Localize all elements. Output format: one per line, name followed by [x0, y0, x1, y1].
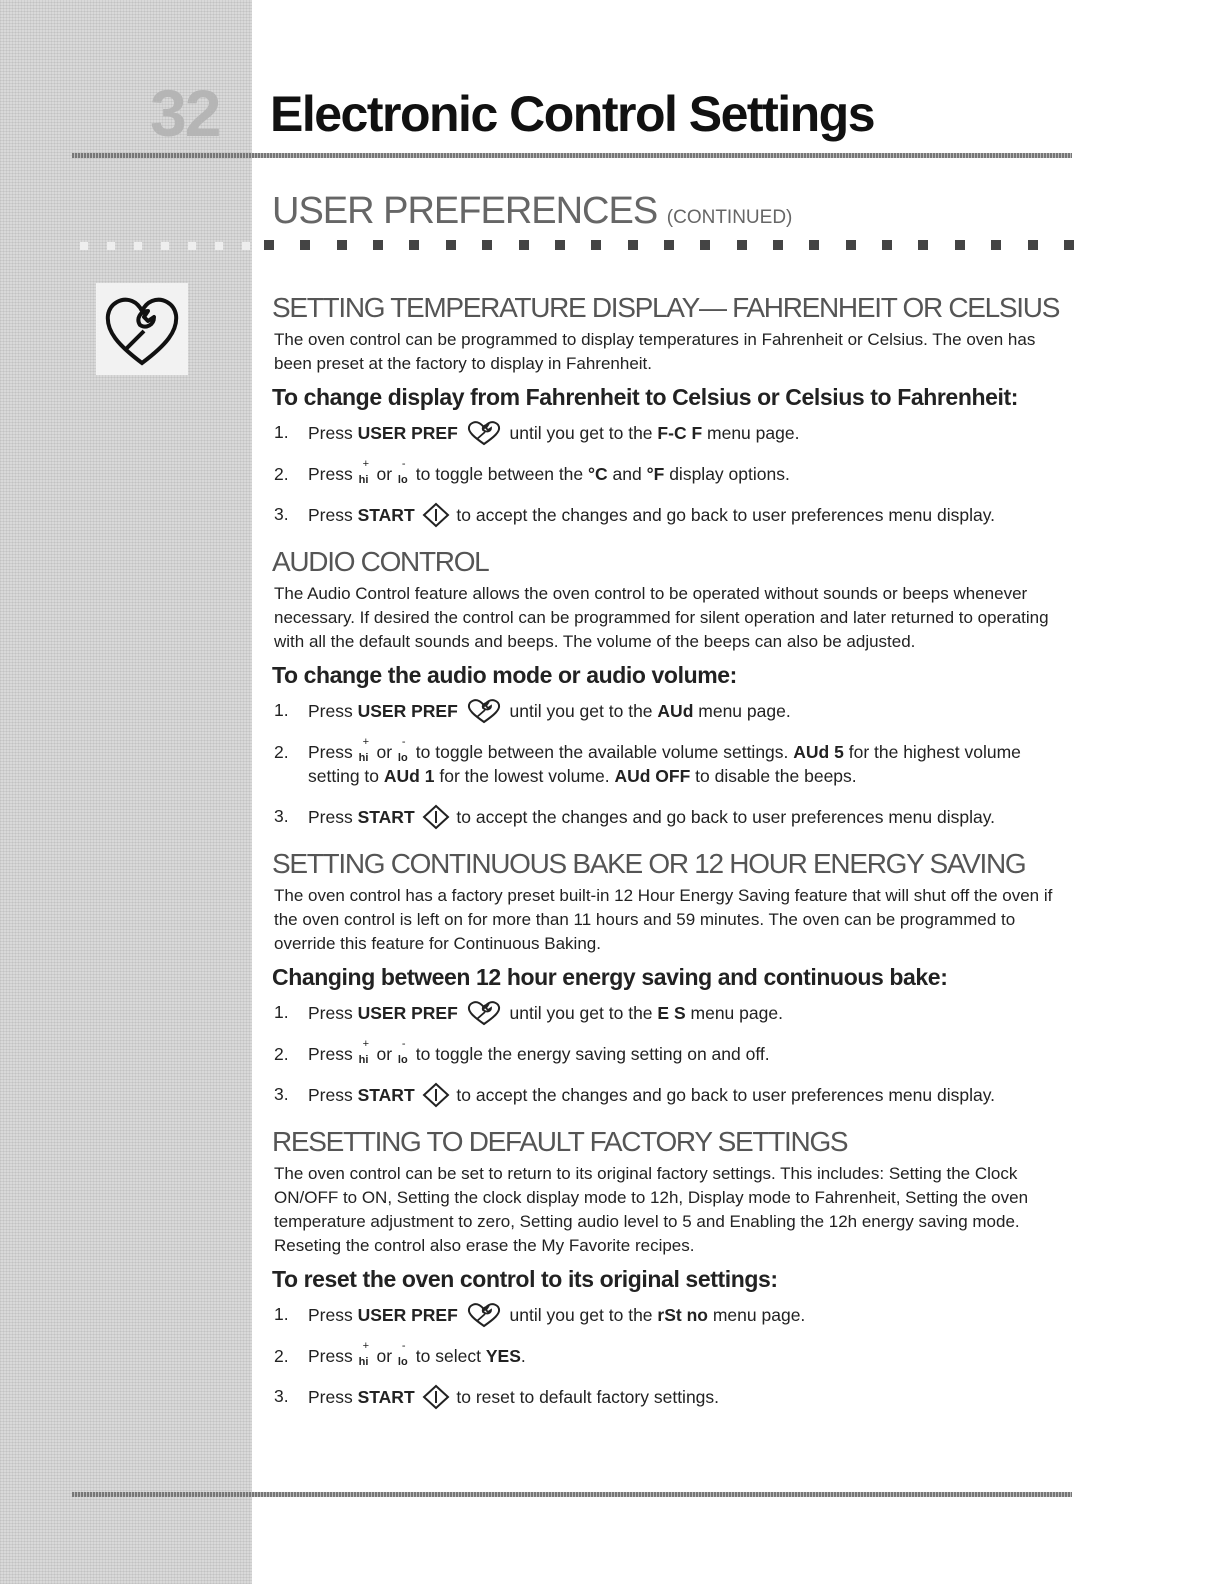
start-icon: [422, 1082, 450, 1108]
step-item: 2. Press + hi or - lo to toggle between the available volume settings. AUd 5 for the highest volume setting to AUd 1 for the lowest volume. AUd OFF to disable the beeps.: [274, 736, 1021, 786]
step-item: 1. Press USER PREF until you get to the F-C F menu page.: [272, 420, 1077, 446]
section-body: The oven control has a factory preset built-in 12 Hour Energy Saving feature that will shut off the oven if the oven control is left on for more than 11 hours and 59 minutes. The oven can be programmed to override this feature for Continuous Baking.: [274, 886, 1053, 953]
step-list: [272, 698, 1077, 830]
section-title: [272, 188, 792, 241]
hi-key: + hi: [358, 1340, 370, 1368]
user-pref-icon: [465, 698, 503, 724]
page-title: Electronic Control Settings: [270, 86, 875, 142]
page-sidebar: [0, 0, 252, 1584]
section-title-suffix: (CONTINUED): [666, 207, 793, 228]
start-icon: [422, 804, 450, 830]
section-body: The oven control can be set to return to its original factory settings. This includes: Setting the Clock ON/OFF to ON, Setting the clock display mode to 12h, Display mode to Fahrenheit, Setting the oven temperature adjustment to zero, Setting audio level to 5 and Enabling the 12h energy saving mode. Reseting the control also erase the My Favorite recipes.: [274, 1164, 1029, 1255]
section-energy-saving: [272, 846, 1077, 1108]
section-subheading: To reset the oven control to its original settings:: [272, 1266, 778, 1292]
lo-key: - lo: [397, 736, 408, 764]
section-subheading: To change the audio mode or audio volume:: [272, 662, 737, 688]
hi-key: + hi: [358, 458, 370, 486]
start-icon: [422, 1384, 450, 1410]
section-body: The oven control can be programmed to display temperatures in Fahrenheit or Celsius. The oven has been preset at the factory to display in Fahrenheit.: [274, 330, 1036, 373]
step-item: 3. Press START to accept the changes and go back to user preferences menu display.: [272, 1082, 1077, 1108]
step-list: [272, 420, 1077, 528]
section-subheading: Changing between 12 hour energy saving and continuous bake:: [272, 964, 948, 990]
step-item: 2. Press + hi or - lo to toggle the energy saving setting on and off.: [274, 1038, 770, 1066]
step-item: 1. Press USER PREF until you get to the AUd menu page.: [272, 698, 1077, 724]
step-item: 1. Press USER PREF until you get to the E S menu page.: [272, 1000, 1077, 1026]
page-number: 32: [150, 76, 220, 150]
step-item: 3. Press START to accept the changes and go back to user preferences menu display.: [272, 804, 1077, 830]
section-title-text: USER PREFERENCES: [272, 190, 658, 232]
top-divider: [72, 153, 1072, 158]
start-icon: [422, 502, 450, 528]
section-heading: AUDIO CONTROL: [272, 546, 489, 577]
step-item: 2. Press + hi or - lo to select YES.: [274, 1340, 526, 1368]
section-audio-control: [272, 544, 1077, 830]
section-heading: RESETTING TO DEFAULT FACTORY SETTINGS: [272, 1126, 848, 1157]
section-heading: SETTING TEMPERATURE DISPLAY— FAHRENHEIT OR CELSIUS: [272, 292, 1060, 323]
user-pref-icon: [465, 420, 503, 446]
section-reset-defaults: [272, 1124, 1077, 1410]
lo-key: - lo: [397, 458, 408, 486]
user-pref-icon: [465, 1000, 503, 1026]
lo-key: - lo: [397, 1038, 408, 1066]
step-item: 1. Press USER PREF until you get to the rSt no menu page.: [272, 1302, 1077, 1328]
sidebar-dot-row: [80, 242, 250, 250]
step-list: [272, 1302, 1077, 1410]
step-list: [272, 1000, 1077, 1108]
step-item: 2. Press + hi or - lo to toggle between the °C and °F display options.: [274, 458, 790, 486]
user-pref-icon: [465, 1302, 503, 1328]
step-item: 3. Press START to accept the changes and go back to user preferences menu display.: [272, 502, 1077, 528]
main-content: [272, 290, 1077, 1426]
hi-key: + hi: [358, 736, 370, 764]
bottom-divider: [72, 1492, 1072, 1497]
dot-row-divider: [264, 240, 1074, 252]
hi-key: + hi: [358, 1038, 370, 1066]
lo-key: - lo: [397, 1340, 408, 1368]
section-temp-display: [272, 290, 1077, 528]
section-subheading: To change display from Fahrenheit to Celsius or Celsius to Fahrenheit:: [272, 384, 1019, 410]
section-body: The Audio Control feature allows the oven control to be operated without sounds or beeps whenever necessary. If desired the control can be programmed for silent operation and later returned to operating with all the default sounds and beeps. The volume of the beeps can also be adjusted.: [274, 584, 1049, 651]
user-pref-icon: [96, 283, 188, 375]
section-heading: SETTING CONTINUOUS BAKE OR 12 HOUR ENERGY SAVING: [272, 848, 1026, 879]
step-item: 3. Press START to reset to default factory settings.: [272, 1384, 1077, 1410]
